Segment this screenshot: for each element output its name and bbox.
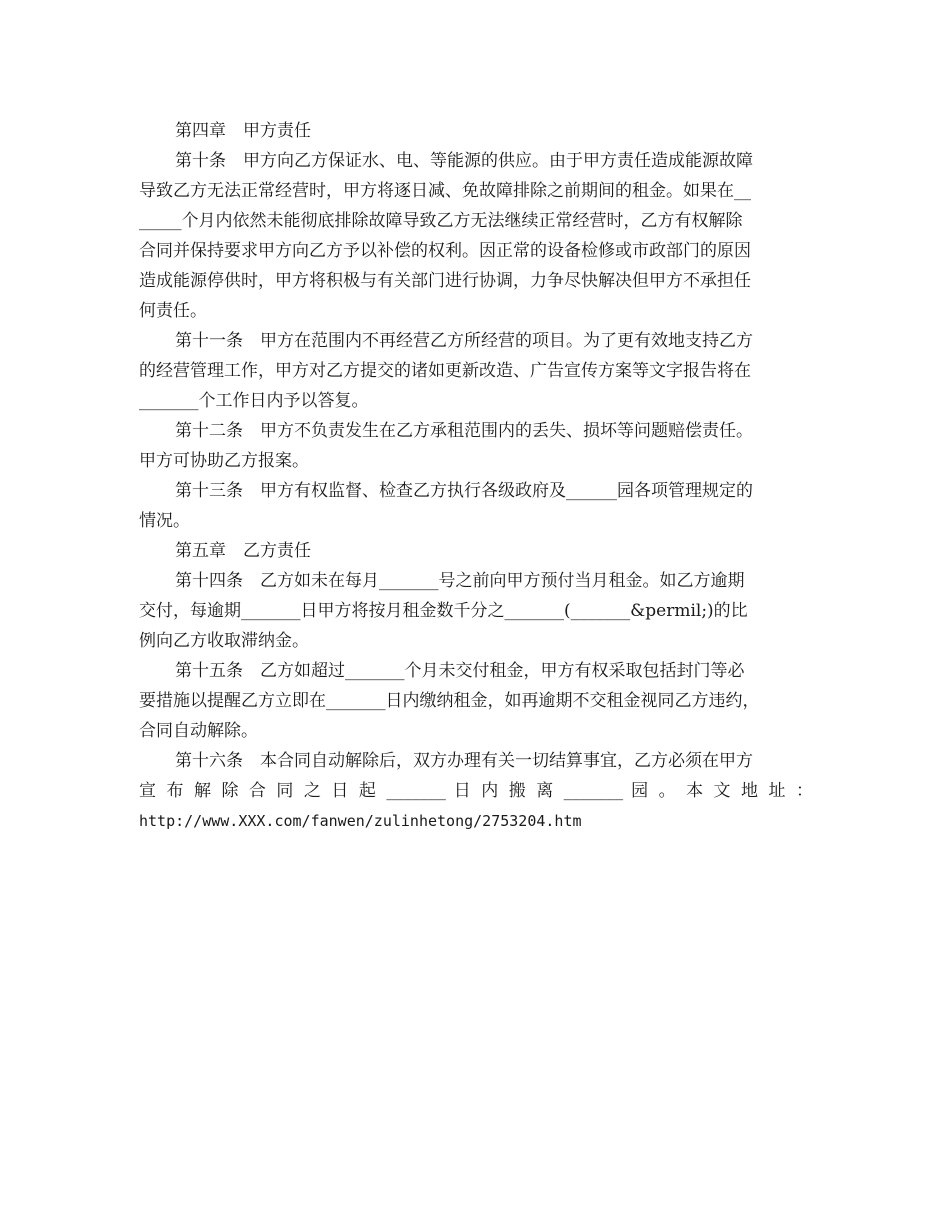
article-15-line-2: 要措施以提醒乙方立即在_______日内缴纳租金，如再逾期不交租金视同乙方违约，	[139, 691, 760, 711]
source-url: http://www.XXX.com/fanwen/zulinhetong/2753204.htm	[139, 812, 582, 830]
article-13-line-2: 情况。	[139, 511, 190, 531]
article-12-line-1: 第十二条 甲方不负责发生在乙方承租范围内的丢失、损坏等问题赔偿责任。	[175, 421, 753, 441]
article-10-line-4: 合同并保持要求甲方向乙方予以补偿的权利。因正常的设备检修或市政部门的原因	[139, 241, 751, 261]
article-15-line-3: 合同自动解除。	[139, 721, 258, 741]
article-16-line-2: 宣 布 解 除 合 同 之 日 起 _______ 日 内 搬 离 _______ 园 。 本 文 地 址 ：	[139, 781, 813, 801]
article-15-line-1: 第十五条 乙方如超过_______个月未交付租金，甲方有权采取包括封门等必	[175, 661, 745, 681]
article-10-line-1: 第十条 甲方向乙方保证水、电、等能源的供应。由于甲方责任造成能源故障	[175, 151, 753, 171]
article-16-line-1: 第十六条 本合同自动解除后，双方办理有关一切结算事宜，乙方必须在甲方	[175, 751, 753, 771]
article-11-line-1: 第十一条 甲方在范围内不再经营乙方所经营的项目。为了更有效地支持乙方	[175, 331, 753, 351]
article-11-line-2: 的经营管理工作，甲方对乙方提交的诸如更新改造、广告宣传方案等文字报告将在	[139, 361, 751, 381]
article-11-line-3: _______个工作日内予以答复。	[139, 391, 369, 411]
document-page	[139, 116, 813, 836]
chapter-4-heading: 第四章 甲方责任	[175, 121, 311, 141]
article-12-line-2: 甲方可协助乙方报案。	[139, 451, 309, 471]
chapter-5-heading: 第五章 乙方责任	[175, 541, 311, 561]
article-10-line-6: 何责任。	[139, 301, 207, 321]
article-13-line-1: 第十三条 甲方有权监督、检查乙方执行各级政府及______园各项管理规定的	[175, 481, 753, 501]
article-14-line-2: 交付，每逾期_______日甲方将按月租金数千分之_______(_______&permil;)的比	[139, 601, 748, 621]
article-14-line-1: 第十四条 乙方如未在每月_______号之前向甲方预付当月租金。如乙方逾期	[175, 571, 745, 591]
article-10-line-5: 造成能源停供时，甲方将积极与有关部门进行协调，力争尽快解决但甲方不承担任	[139, 271, 751, 291]
article-14-line-3: 例向乙方收取滞纳金。	[139, 631, 309, 651]
article-10-line-3: _____个月内依然未能彻底排除故障导致乙方无法继续正常经营时，乙方有权解除	[139, 211, 743, 231]
article-10-line-2: 导致乙方无法正常经营时，甲方将逐日减、免故障排除之前期间的租金。如果在__	[139, 181, 751, 201]
